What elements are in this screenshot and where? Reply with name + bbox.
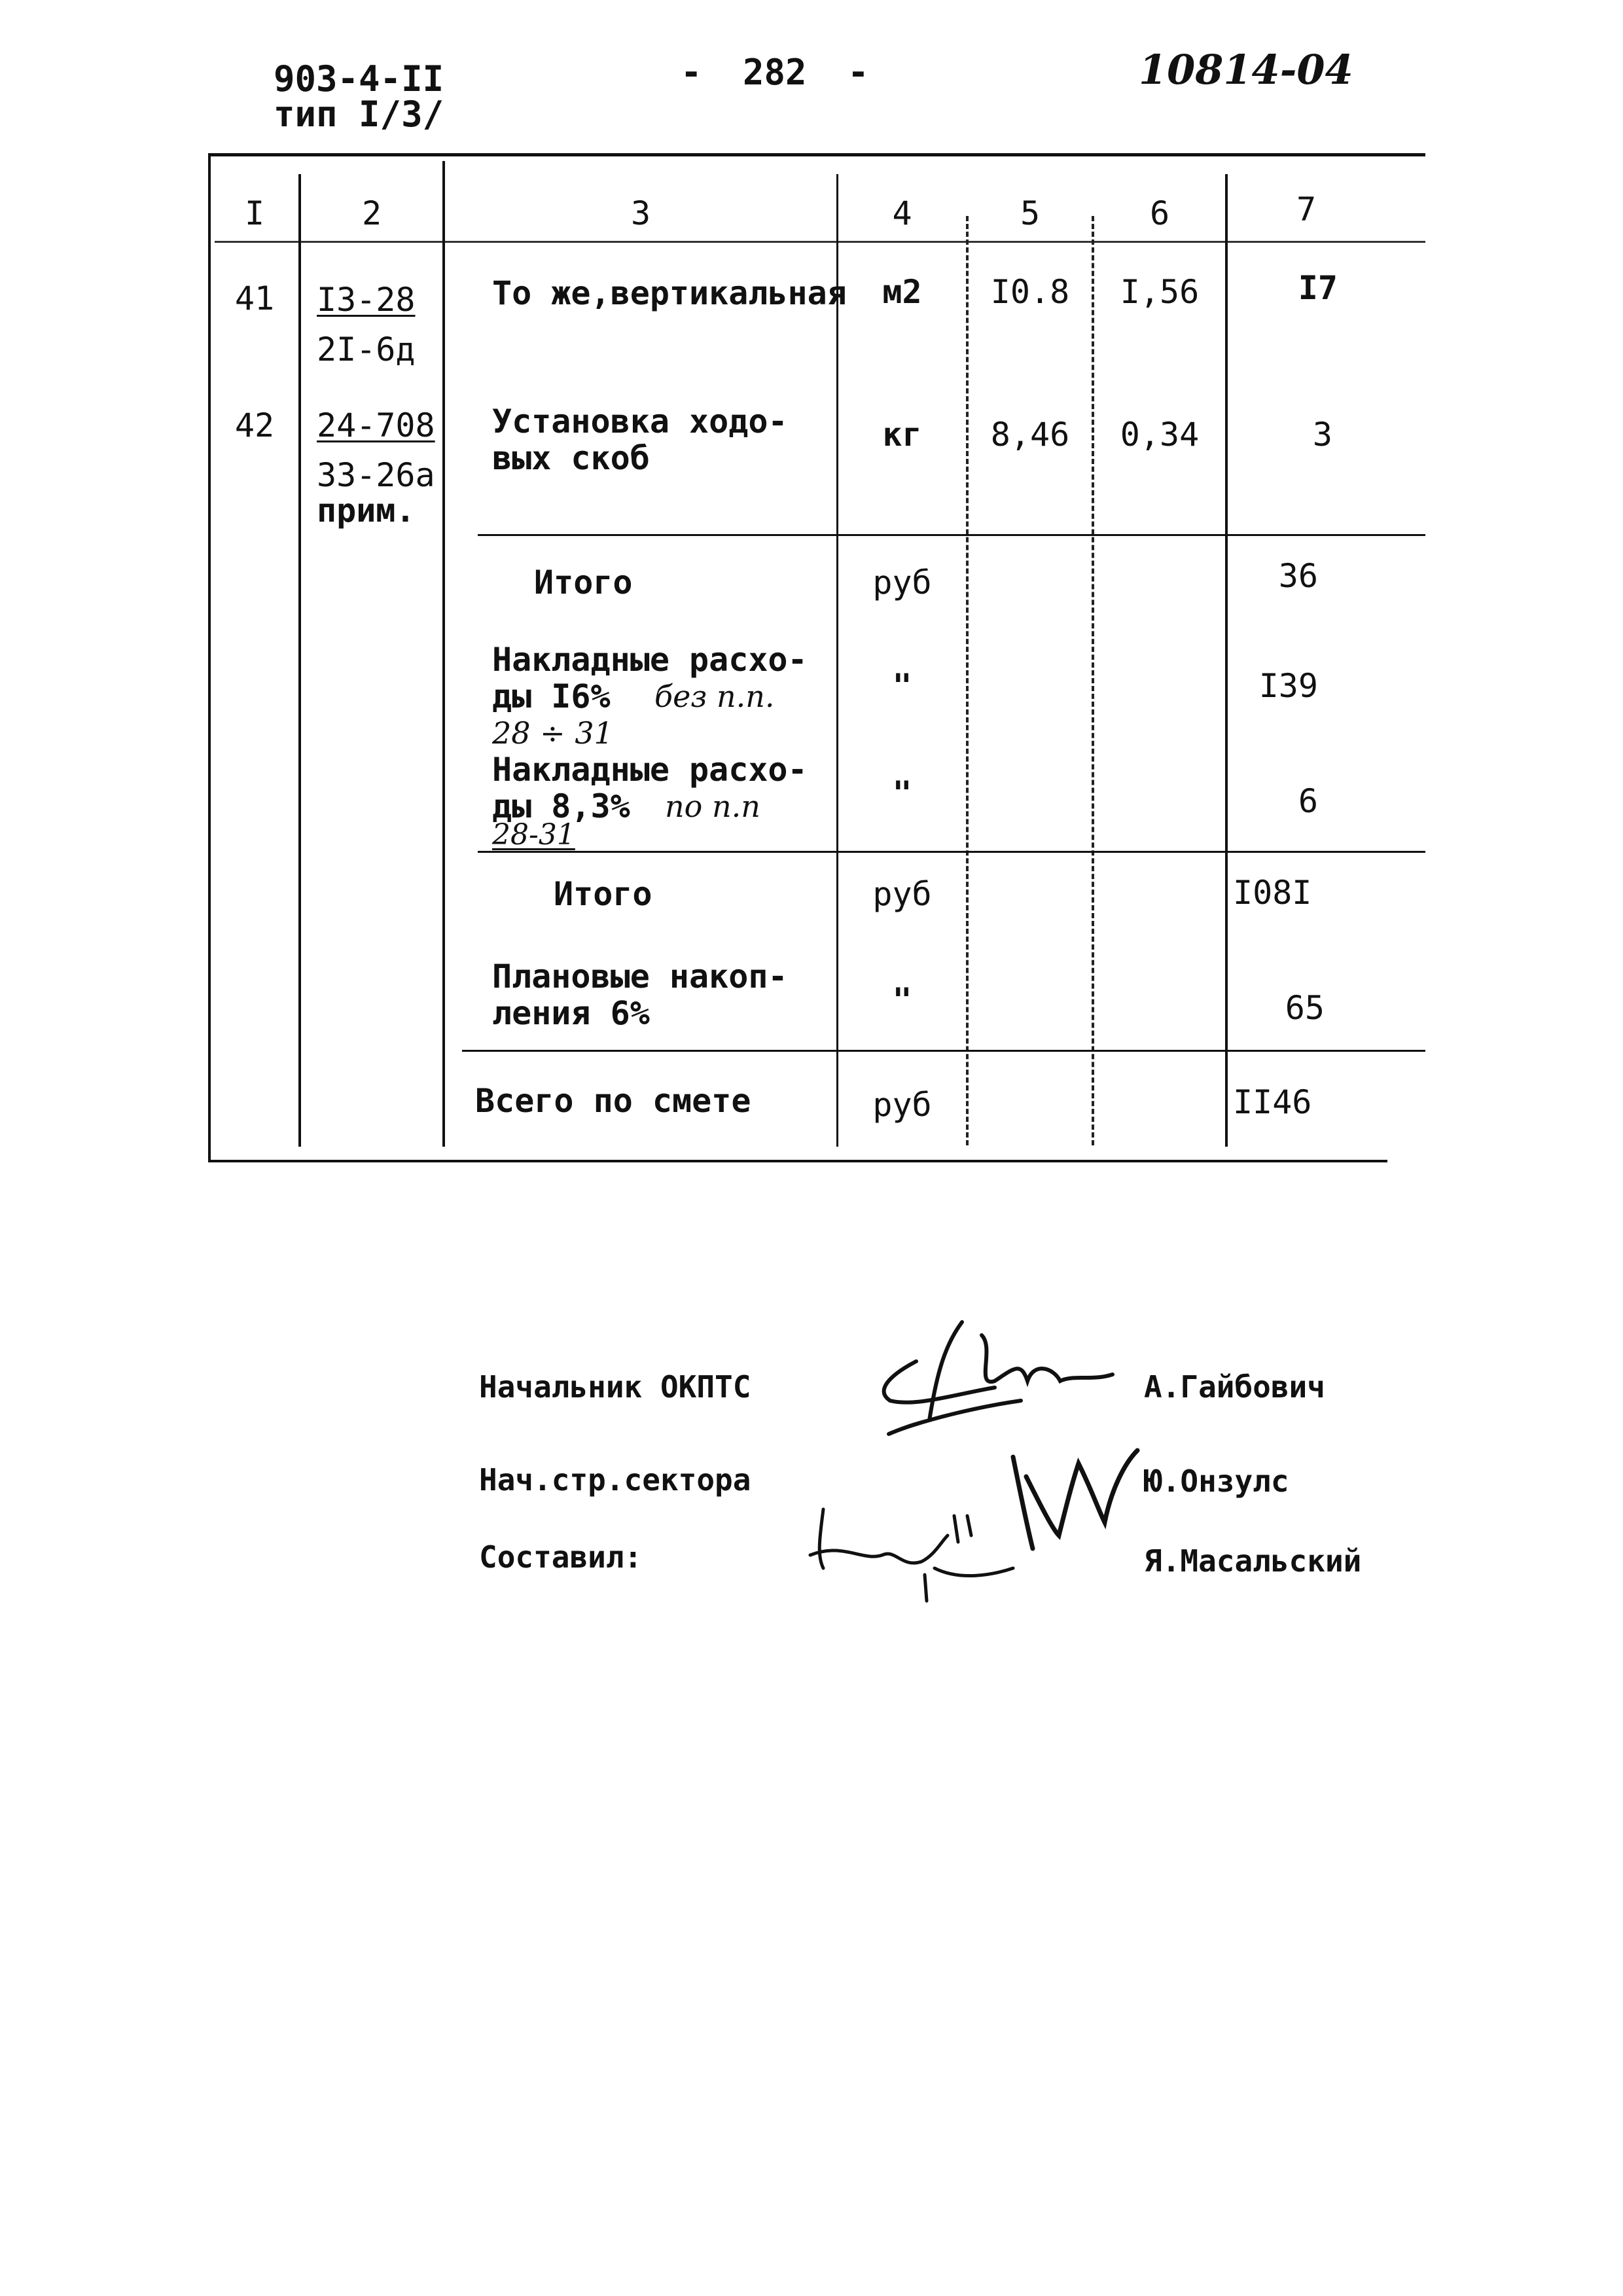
row-price: I,56 bbox=[1120, 273, 1200, 311]
col-header-2: 2 bbox=[361, 194, 382, 232]
table-bottom-border bbox=[209, 1160, 1387, 1162]
overhead-2-note-range: 28-31 bbox=[492, 818, 575, 852]
overhead-1-label: Накладные расхо- ды I6% bbox=[492, 641, 808, 715]
row-code-note: прим. bbox=[317, 492, 416, 529]
col-header-4: 4 bbox=[892, 194, 912, 232]
planned-unit: " bbox=[892, 981, 912, 1019]
table-top-border bbox=[208, 153, 1425, 156]
page-number: - 282 - bbox=[681, 52, 869, 93]
handwritten-signature bbox=[804, 1503, 1026, 1607]
archive-number: 10814-04 bbox=[1139, 46, 1353, 94]
row-code-primary: I3-28 bbox=[317, 281, 416, 319]
col-header-6: 6 bbox=[1149, 194, 1170, 232]
col-line-1 bbox=[298, 174, 301, 1147]
row-unit: кг bbox=[882, 416, 922, 454]
planned-total: 65 bbox=[1285, 989, 1325, 1027]
section-divider-3 bbox=[462, 1050, 1425, 1052]
section-divider-2 bbox=[478, 851, 1425, 853]
overhead-1-unit: " bbox=[892, 667, 912, 705]
row-code-secondary: 33-26а bbox=[317, 456, 435, 494]
signature-name: Я.Масальский bbox=[1144, 1543, 1362, 1579]
type-label: тип I/3/ bbox=[274, 94, 444, 135]
section-divider-1 bbox=[478, 534, 1425, 536]
overhead-1-total: I39 bbox=[1258, 667, 1318, 705]
signature-role: Составил: bbox=[479, 1539, 643, 1575]
planned-label: Плановые накоп- ления 6% bbox=[492, 958, 788, 1032]
row-qty: I0.8 bbox=[990, 273, 1070, 311]
col-line-2 bbox=[442, 161, 445, 1147]
row-total: I7 bbox=[1298, 269, 1338, 307]
row-qty: 8,46 bbox=[990, 416, 1070, 454]
overhead-2-label: Накладные расхо- ды 8,3% bbox=[492, 751, 808, 825]
row-name: То же,вертикальная bbox=[492, 274, 847, 312]
col-header-7: 7 bbox=[1296, 190, 1317, 228]
overhead-1-note: без п.п. bbox=[654, 679, 775, 714]
row-unit: м2 bbox=[882, 273, 922, 311]
row-code-secondary: 2I-6д bbox=[317, 331, 416, 368]
header-divider bbox=[215, 241, 1425, 243]
row-number: 41 bbox=[234, 279, 275, 317]
subtotal-2-label: Итого bbox=[554, 875, 652, 913]
row-price: 0,34 bbox=[1120, 416, 1200, 454]
subtotal-1-unit: руб bbox=[872, 564, 932, 601]
row-code-primary: 24-708 bbox=[317, 406, 435, 444]
row-name: Установка ходо- вых скоб bbox=[492, 403, 788, 477]
grand-total-label: Всего по смете bbox=[475, 1082, 751, 1120]
row-total: 3 bbox=[1312, 416, 1332, 454]
col-header-5: 5 bbox=[1020, 194, 1041, 232]
subtotal-2-unit: руб bbox=[872, 875, 932, 913]
col-header-3: 3 bbox=[630, 194, 651, 232]
grand-total-unit: руб bbox=[872, 1086, 932, 1124]
handwritten-signature bbox=[864, 1309, 1126, 1453]
col-header-1: I bbox=[244, 194, 265, 232]
subtotal-1-total: 36 bbox=[1278, 557, 1318, 595]
signature-name: А.Гайбович bbox=[1144, 1369, 1325, 1405]
overhead-2-unit: " bbox=[892, 774, 912, 812]
col-line-4 bbox=[966, 216, 969, 1145]
row-number: 42 bbox=[234, 406, 275, 444]
signature-name: Ю.Онзулс bbox=[1144, 1463, 1289, 1499]
overhead-2-note: по п.п bbox=[665, 789, 760, 824]
signature-role: Нач.стр.сектора bbox=[479, 1462, 751, 1498]
grand-total-value: II46 bbox=[1233, 1083, 1312, 1121]
overhead-2-total: 6 bbox=[1298, 782, 1318, 820]
overhead-1-note-range: 28 ÷ 31 bbox=[492, 715, 613, 751]
subtotal-1-label: Итого bbox=[534, 564, 633, 601]
series-code: 903-4-II bbox=[274, 58, 444, 99]
signature-role: Начальник ОКПТС bbox=[479, 1369, 751, 1405]
col-line-5 bbox=[1092, 216, 1094, 1145]
subtotal-2-total: I08I bbox=[1233, 874, 1312, 912]
